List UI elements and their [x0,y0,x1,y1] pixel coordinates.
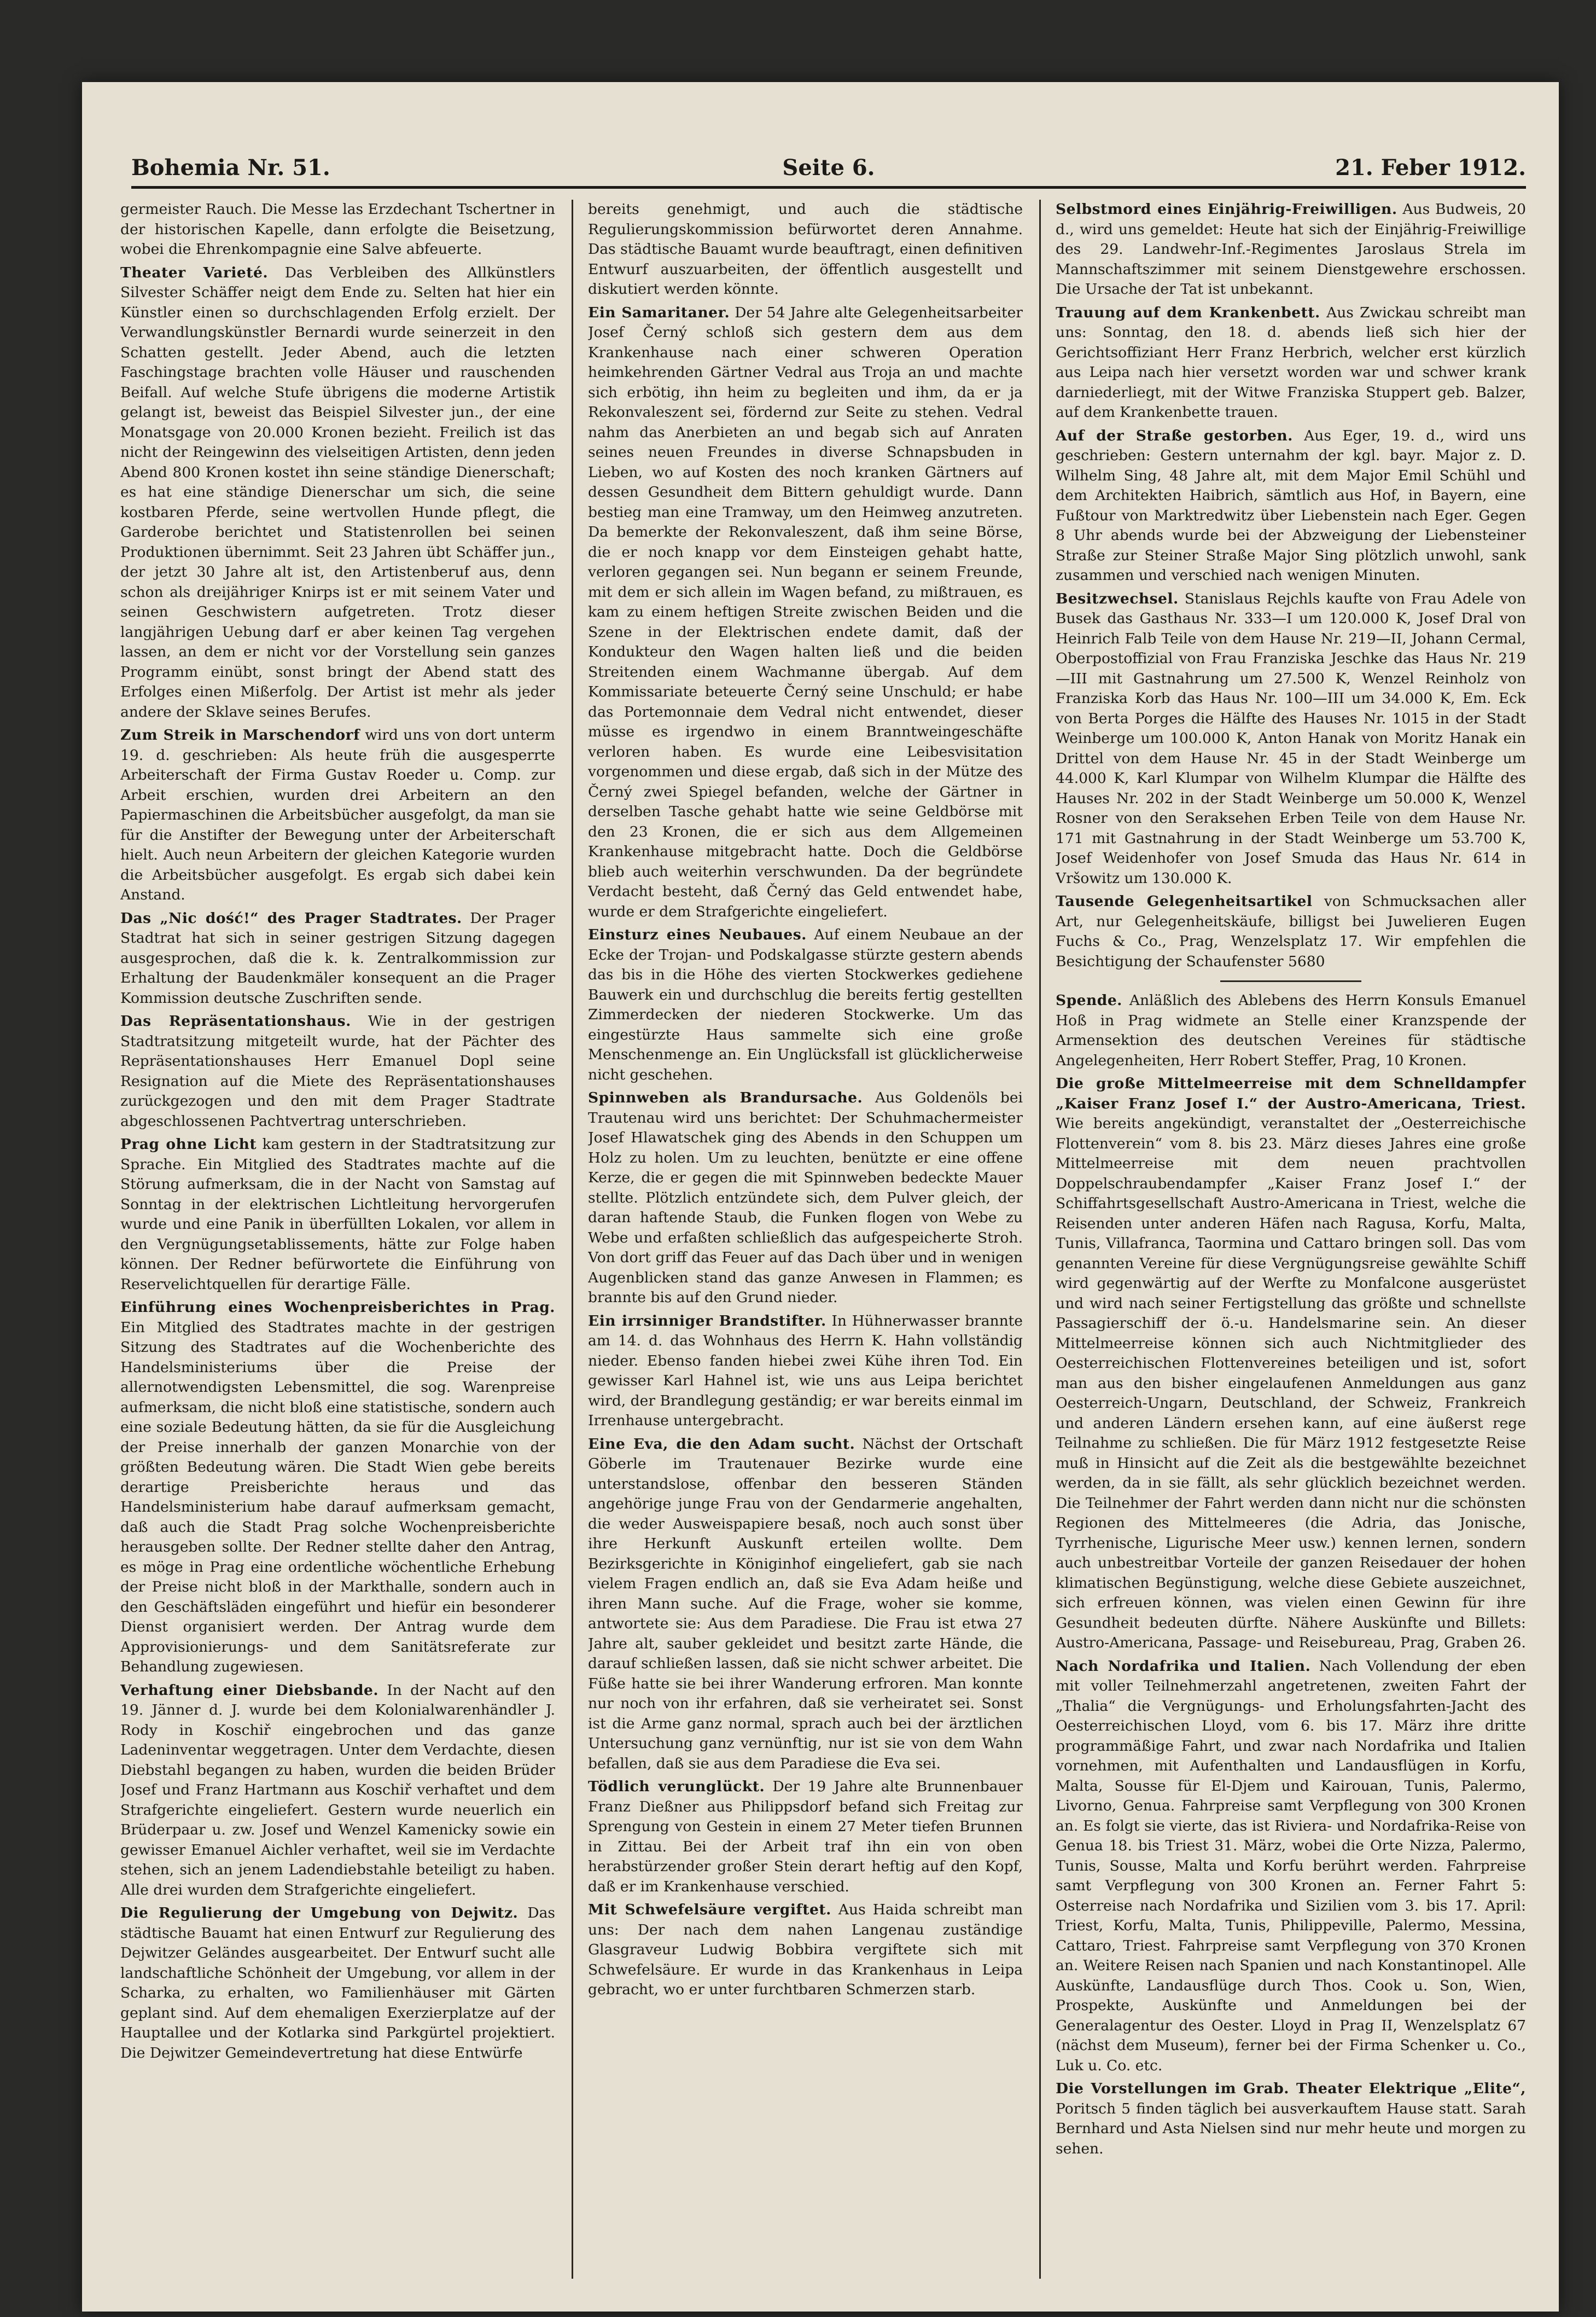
article-paragraph [120,1681,555,1901]
article-body: Das Verbleiben des Allkünstlers Silvester Schäffer neigt dem Ende zu. Selten hat hier ein Künstler einen so durchschlagenden Erfolg erzielt. Der Verwandlungskünstler Bernardi wurde seinerzeit in den Schatten gestellt. Jeder Abend, auch die letzten Faschingstage brachten volle Häuser und rauschenden Beifall. Auf welche Stufe übrigens die moderne Artistik gelangt ist, beweist das Beispiel Silvester jun., der eine Monatsgage von 20.000 Kronen bezieht. Freilich ist das nicht der Reingewinn des vielseitigen Artisten, denn jeden Abend 800 Kronen kostet ihn seine ständige Dienerschaft; es hat eine ständige Dienerschar um sich, die seine kostbaren Pferde, seine wertvollen Hunde pflegt, die Garderobe berichtet und Statistenrollen bei seinen Produktionen übernimmt. Seit 23 Jahren übt Schäffer jun., der jetzt 30 Jahre alt ist, den Artistenberuf aus, denn schon als dreijähriger Knirps ist er mit seinem Vater und seinen Geschwistern aufgetreten. Trotz dieser langjährigen Uebung darf er aber keinen Tag vergehen lassen, an dem er nicht vor der Vorstellung sein ganzes Programm einübt, sonst bringt der Abend statt des Erfolges einen Mißerfolg. Der Artist ist mehr als jeder andere der Sklave seines Berufes. [120,264,555,721]
article-paragraph [120,1135,555,1294]
article-headline: Einsturz eines Neubaues. [588,926,807,943]
article-paragraph [1056,1657,1526,2076]
article-headline: Prag ohne Licht [120,1136,257,1153]
article-headline: Theater Varieté. [120,264,269,281]
article-paragraph [120,1903,555,2063]
article-headline: Selbstmord eines Einjährig-Freiwilligen. [1056,201,1397,218]
article-body: kam gestern in der Stadtratsitzung zur Sprache. Ein Mitglied des Stadtrates machte auf die Störung aufmerksam, die in der Nacht von Samstag auf Sonntag in der elektrischen Lichtleitung hervorgerufen wurde und eine Panik in überfüllten Lokalen, vor allem in den Vergnügungsetablissements, hätte zur Folge haben können. Der Redner befürwortete die Einführung von Reservelichtquellen für derartige Fälle. [120,1136,555,1293]
article-headline: Nach Nordafrika und Italien. [1056,1657,1311,1675]
article-body: von Schmucksachen aller Art, nur Gelegenheitskäufe, billigst bei Juwelieren Eugen Fuchs & Co., Prag, Wenzelsplatz 17. Wir empfehlen die Besichtigung der Schaufenster 5680 [1056,893,1526,970]
article-paragraph [120,909,555,1009]
article-body: germeister Rauch. Die Messe las Erzdechant Tschertner in der historischen Kapelle, dann erfolgte die Beisetzung, wobei die Ehrenkompagnie eine Salve abfeuerte. [120,201,555,258]
article-body: Stanislaus Rejchls kaufte von Frau Adele von Busek das Gasthaus Nr. 333—I um 120.000 K, Josef Dral von Heinrich Falb Teile von dem Hause Nr. 219—II, Johann Cermal, Oberpostoffizial von Frau Franziska Jeschke das Haus Nr. 219—III mit Gastnahrung um 27.500 K, Wenzel Reinholz von Franziska Korb das Haus Nr. 100—III um 34.000 K, Em. Eck von Berta Porges die Hälfte des Hauses Nr. 1015 in der Stadt Weinberge um 100.000 K, Anton Hanak von Moritz Hanak ein Drittel von dem Hause Nr. 45 in der Stadt Weinberge um 44.000 K, Karl Klumpar von Wilhelm Klumpar die Hälfte des Hauses Nr. 202 in der Stadt Weinberge um 50.000 K, Wenzel Rosner von den Seraksehen Erben Teile von dem Hause Nr. 171 mit Gastnahrung in der Stadt Weinberge um 53.700 K, Josef Weidenhofer von Josef Smuda das Haus Nr. 614 in Vršowitz um 130.000 K. [1056,590,1526,887]
article-body: Wie in der gestrigen Stadtratsitzung mitgeteilt wurde, hat der Pächter des Repräsentationshauses Herr Emanuel Dopl seine Resignation auf die Miete des Repräsentationshauses zurückgezogen und den mit dem Prager Stadtrate abgeschlossenen Pachtvertrag unterschrieben. [120,1013,555,1130]
article-headline: Auf der Straße gestorben. [1056,427,1293,444]
article-body: Auf einem Neubaue an der Ecke der Trojan- und Podskalgasse stürzte gestern abends das bis in die Höhe des vierten Stockwerkes gediehene Bauwerk ein und durchschlug die bereits fertig gestellten Zimmerdecken der niederen Stockwerke. Um das eingestürzte Haus sammelte sich eine große Menschenmenge an. Ein Unglücksfall ist glücklicherweise nicht geschehen. [588,926,1023,1083]
article-body: bereits genehmigt, und auch die städtische Regulierungskommission befürwortet deren Annahme. Das städtische Bauamt wurde beauftragt, einen definitiven Entwurf auszuarbeiten, der öffentlich ausgestellt und diskutiert werden könnte. [588,201,1023,298]
article-paragraph [588,1777,1023,1897]
article-headline: Tödlich verunglückt. [588,1778,765,1795]
article-body: Der Prager Stadtrat hat sich in seiner gestrigen Sitzung dagegen ausgesprochen, daß die k. k. Zentralkommission zur Erhaltung der Baudenkmäler konsequent an die Prager Kommission deutsche Zuschriften sende. [120,909,555,1007]
article-paragraph [588,1435,1023,1774]
article-headline: Einführung eines Wochenpreisberichtes in Prag. [120,1299,555,1316]
article-paragraph [588,1311,1023,1431]
article-body: Aus Goldenöls bei Trautenau wird uns berichtet: Der Schuhmachermeister Josef Hlawatschek ging des Abends in den Schuppen um Holz zu holen. Um zu leuchten, benützte er eine offene Kerze, die er gegen die mit Spinnweben bedeckte Mauer stellte. Plötzlich entzündete sich, dem Pulver gleich, der daran haftende Staub, die Funken flogen von Webe zu Webe und erfaßten schließlich das aufgespeicherte Stroh. Von dort griff das Feuer auf das Dach über und in wenigen Augenblicken stand das ganze Anwesen in Flammen; es brannte bis auf den Grund nieder. [588,1089,1023,1306]
article-headline: Das „Nic dość!“ des Prager Stadtrates. [120,909,462,927]
column-middle [588,200,1023,2279]
article-paragraph [120,725,555,905]
article-paragraph [1056,892,1526,972]
article-headline: Eine Eva, die den Adam sucht. [588,1435,855,1453]
article-body: Nach Vollendung der eben mit voller Teilnehmerzahl angetretenen, zweiten Fahrt der „Thalia“ die Vergnügungs- und Erholungsfahrten-Jacht des Oesterreichischen Lloyd, vom 6. bis 17. März ihre dritte programmäßige Fahrt, und zwar nach Nordafrika und Italien vornehmen, mit Aufenthalten und Landausflügen in Korfu, Malta, Sousse für El-Djem und Kairouan, Tunis, Palermo, Livorno, Genua. Fahrpreise samt Verpflegung von 300 Kronen an. Es folgt sie vierte, das ist Riviera- und Nordafrika-Reise von Genua 18. bis Triest 31. März, wobei die Orte Nizza, Palermo, Tunis, Sousse, Malta und Korfu berührt werden. Fahrpreise samt Verpflegung von 300 Kronen an. Ferner Fahrt 5: Osterreise nach Nordafrika und Sizilien vom 3. bis 17. April: Triest, Korfu, Malta, Tunis, Philippeville, Palermo, Messina, Cattaro, Triest. Fahrpreise samt Verpflegung von 370 Kronen an. Weitere Reisen nach Spanien und nach Konstantinopel. Alle Auskünfte, Landausflüge durch Thos. Cook u. Son, Wien, Prospekte, Auskünfte und Anmeldungen bei der Generalagentur des Oester. Lloyd in Prag II, Wenzelsplatz 67 (nächst dem Museum), ferner bei der Firma Schenker u. Co., Luk u. Co. etc. [1056,1657,1526,2074]
article-headline: Trauung auf dem Krankenbett. [1056,304,1320,321]
article-body: Anläßlich des Ablebens des Herrn Konsuls Emanuel Hoß in Prag widmete an Stelle einer Kranzspende der Armensektion des deutschen Vereines für städtische Angelegenheiten, Herr Robert Steffer, Prag, 10 Kronen. [1056,992,1526,1069]
column-right [1056,200,1526,2279]
article-body: Wie bereits angekündigt, veranstaltet der „Oesterreichische Flottenverein“ vom 8. bis 23. März dieses Jahres eine große Mittelmeerreise mit dem neuen prachtvollen Doppelschraubendampfer „Kaiser Franz Josef I.“ der Schiffahrtsgesellschaft Austro-Americana in Triest, welche die Reisenden unter anderen Häfen nach Ragusa, Korfu, Malta, Tunis, Villafranca, Taormina und Cattaro bringen soll. Das vom genannten Vereine für diese Vergnügungsreise gewählte Schiff wird gegenwärtig auf der Werfte zu Monfalcone ausgerüstet und wird nach seiner Fertigstellung das größte und schnellste Passagierschiff der ö.-u. Handelsmarine sein. An dieser Mittelmeerreise können sich auch Nichtmitglieder des Oesterreichischen Flottenvereines beteiligen und ist, sofort man aus den bisher eingelaufenen Anmeldungen aus ganz Oesterreich-Ungarn, Deutschland, der Schweiz, Frankreich und anderen Ländern ersehen kann, auf eine äußerst rege Teilnahme zu schließen. Die für März 1912 festgesetzte Reise muß in Hinsicht auf die Zeit als die bestgewählte bezeichnet werden, da in sie fällt, als sehr glücklich bezeichnet werden. Die Teilnehmer der Fahrt werden dann nicht nur die schönsten Regionen des Mittelmeeres (die Adria, das Jonische, Tyrrhenische, Ligurische Meer usw.) kennen lernen, sondern auch unbestreitbar Vorteile der ganzen Reisedauer der hohen klimatischen Begünstigung, welche diese Gebiete auszeichnet, sich erfreuen können, was vielen einen Gewinn für ihre Gesundheit bedeuten dürfte. Nähere Auskünfte und Billets: Austro-Americana, Passage- und Reisebureau, Prag, Graben 26. [1056,1115,1526,1651]
article-headline: Tausende Gelegenheitsartikel [1056,893,1313,910]
article-body: Aus Eger, 19. d., wird uns geschrieben: Gestern unternahm der kgl. bayr. Major z. D. Wilhelm Sing, 48 Jahre alt, mit dem Major Emil Schühl und dem Architekten Haibrich, sämtlich aus Hof, in Bayern, eine Fußtour von Marktredwitz über Liebenstein nach Eger. Gegen 8 Uhr abends wurde bei der Abzweigung der Liebensteiner Straße zur Steiner Straße Major Sing plötzlich unwohl, sank zusammen und verschied nach wenigen Minuten. [1056,427,1526,584]
column-divider [1039,200,1041,2279]
section-separator [1220,980,1361,982]
header-paper-title: Bohemia Nr. 51. [131,155,330,181]
article-paragraph [1056,1074,1526,1653]
article-body: In der Nacht auf den 19. Jänner d. J. wurde bei dem Kolonialwarenhändler J. Rody in Koschiř eingebrochen und das ganze Ladeninventar weggetragen. Unter dem Verdachte, diesen Diebstahl begangen zu haben, wurden die beiden Brüder Josef und Franz Hartmann aus Koschiř verhaftet und dem Strafgerichte eingeliefert. Gestern wurde neuerlich ein Brüderpaar u. zw. Josef und Wenzel Kamenicky sowie ein gewisser Emanuel Aichler verhaftet, weil sie im Verdachte stehen, sich an jenem Ladendiebstahle beteiligt zu haben. Alle drei wurden dem Strafgerichte eingeliefert. [120,1681,555,1898]
article-body: Aus Budweis, 20 d., wird uns gemeldet: Heute hat sich der Einjährig-Freiwillige des 29. Landwehr-Inf.-Regimentes Jaroslaus Strela im Mannschaftszimmer mit seinem Dienstgewehre erschossen. Die Ursache der Tat ist unbekannt. [1056,201,1526,298]
article-paragraph [588,303,1023,922]
article-paragraph [1056,303,1526,423]
article-body: Poritsch 5 finden täglich bei ausverkauftem Hause statt. Sarah Bernhard und Asta Nielsen sind nur mehr heute und morgen zu sehen. [1056,2100,1526,2157]
article-body: Der 54 Jahre alte Gelegenheitsarbeiter Josef Černý schloß sich gestern dem aus dem Krankenhause nach einer schweren Operation heimkehrenden Gärtner Vedral aus Troja an und machte sich erbötig, ihn heim zu begleiten und ihm, da er ja Rekonvaleszent sei, fördernd zur Seite zu stehen. Vedral nahm das Anerbieten an und begab sich auf Anraten seines neuen Freundes in diverse Schnapsbuden in Lieben, wo auf Kosten des noch kranken Gärtners auf dessen Gesundheit dem Bittern gehuldigt wurde. Dann bestieg man eine Tramway, um den Heimweg anzutreten. Da bemerkte der Rekonvaleszent, daß ihm seine Börse, die er noch knapp vor dem Einsteigen gehabt hatte, verloren gegangen sei. Nun begann er seinem Freunde, mit dem er sich allein im Wagen befand, zu mißtrauen, es kam zu einem heftigen Streite zwischen Beiden und die Szene in der Elektrischen endete damit, daß der Kondukteur den Wagen halten ließ und die beiden Streitenden einem Wachmanne übergab. Auf dem Kommissariate beteuerte Černý seine Unschuld; er habe das Portemonnaie dem Vedral nicht entwendet, dieser müsse es irgendwo in einem Branntweingeschäfte verloren haben. Es wurde eine Leibesvisitation vorgenommen und diese ergab, daß sich in der Mütze des Černý zwei Spiegel befanden, welche der Gärtner in derselben Tasche gehabt hatte wie seine Geldbörse mit den 23 Kronen, die er sich aus dem Allgemeinen Krankenhause mitgebracht hatte. Doch die Geldbörse blieb auch weiterhin verschwunden. Da der begründete Verdacht besteht, daß Černý das Geld entwendet habe, wurde er dem Strafgerichte eingeliefert. [588,304,1023,920]
article-headline: Verhaftung einer Diebsbande. [120,1681,379,1699]
article-paragraph [1056,991,1526,1071]
article-headline: Die große Mittelmeerreise mit dem Schnelldampfer „Kaiser Franz Josef I.“ der Austro-Americana, Triest. [1056,1075,1526,1112]
article-paragraph [120,1012,555,1131]
article-body: In Hühnerwasser brannte am 14. d. das Wohnhaus des Herrn K. Hahn vollständig nieder. Ebenso fanden hiebei zwei Kühe ihren Tod. Ein gewisser Karl Hahnel ist, wie uns aus Leipa berichtet wird, der Brandlegung geständig; er war bereits einmal im Irrenhause untergebracht. [588,1312,1023,1429]
article-headline: Die Vorstellungen im Grab. Theater Elektrique „Elite“, [1056,2080,1526,2097]
article-headline: Spinnweben als Brandursache. [588,1089,863,1106]
article-headline: Ein Samaritaner. [588,304,730,321]
column-left [120,200,555,2279]
article-paragraph [588,1900,1023,2000]
article-body: Ein Mitglied des Stadtrates machte in der gestrigen Sitzung des Stadtrates auf die Wochenberichte des Handelsministeriums über die Preise der allernotwendigsten Lebensmittel, die sog. Warenpreise aufmerksam, die nicht bloß eine statistische, sondern auch eine soziale Bedeutung hätten, da sie für die Ausgleichung der Preise innerhalb der ganzen Monarchie von der größten Bedeutung wären. Die Stadt Wien gebe bereits derartige Preisberichte heraus und das Handelsministerium habe darauf aufmerksam gemacht, daß auch die Stadt Prag solche Wochenpreisberichte herausgeben sollte. Der Redner stellte daher den Antrag, es möge in Prag eine ordentliche wöchentliche Erhebung der Preise nicht bloß in der Markthalle, sondern auch in den Geschäftsläden eingeführt und hiefür ein besonderer Dienst organisiert werden. Der Antrag wurde dem Approvisionierungs- und dem Sanitätsreferate zur Behandlung zugewiesen. [120,1319,555,1675]
article-paragraph [588,925,1023,1085]
article-body: Aus Zwickau schreibt man uns: Sonntag, den 18. d. abends ließ sich hier der Gerichtsoffiziant Herr Franz Herbrich, welcher erst kürzlich aus Leipa nach hier versetzt worden war und schwer krank darniederliegt, mit der Witwe Franziska Stuppert geb. Balzer, auf dem Krankenbette trauen. [1056,304,1526,421]
header-date: 21. Feber 1912. [1335,155,1526,181]
article-body: Das städtische Bauamt hat einen Entwurf zur Regulierung des Dejwitzer Geländes ausgearbeitet. Der Entwurf sucht alle landschaftliche Schönheit der Umgebung, vor allem in der Scharka, zu erhalten, wo Familienhäuser mit Gärten geplant sind. Auf dem ehemaligen Exerzierplatze auf der Hauptallee und der Kotlarka sind Parkgürtel projektiert. Die Dejwitzer Gemeindevertretung hat diese Entwürfe [120,1904,555,2062]
article-paragraph [1056,2079,1526,2159]
article-paragraph [1056,589,1526,889]
article-headline: Die Regulierung der Umgebung von Dejwitz. [120,1904,519,1921]
article-headline: Das Repräsentationshaus. [120,1013,351,1030]
column-divider [572,200,573,2279]
article-paragraph [1056,200,1526,300]
article-paragraph [588,200,1023,300]
article-headline: Mit Schwefelsäure vergiftet. [588,1901,831,1918]
article-body: Nächst der Ortschaft Göberle im Trautenauer Bezirke wurde eine unterstandslose, offenbar den besseren Ständen angehörige junge Frau von der Gendarmerie angehalten, die weder Ausweispapiere besaß, noch auch sonst über ihre Herkunft Auskunft erteilen wollte. Dem Bezirksgerichte in Königinhof eingeliefert, gab sie nach vielem Fragen endlich an, daß sie Eva Adam heiße und ihren Mann suche. Auf die Frage, woher sie komme, antwortete sie: Aus dem Paradiese. Die Frau ist etwa 27 Jahre alt, sauber gekleidet und besitzt zarte Hände, die darauf schließen lassen, daß sie nicht schwer arbeitet. Die Füße hatte sie bei ihrer Wanderung erfroren. Man konnte nur noch von ihr erfahren, daß sie verheiratet sei. Sonst ist die Arme ganz normal, sprach auch bei der ärztlichen Untersuchung ganz vernünftig, nur ist sie von dem Wahn befallen, daß sie aus dem Paradiese die Eva sei. [588,1435,1023,1772]
article-headline: Besitzwechsel. [1056,590,1179,607]
article-headline: Ein irrsinniger Brandstifter. [588,1312,826,1329]
article-paragraph [588,1088,1023,1308]
article-paragraph [120,200,555,260]
newspaper-page [82,82,1559,2312]
article-body: Aus Haida schreibt man uns: Der nach dem nahen Langenau zuständige Glasgraveur Ludwig Bobbira vergiftete sich mit Schwefelsäure. Er wurde in das Krankenhaus in Leipa gebracht, wo er unter furchtbaren Schmerzen starb. [588,1901,1023,1998]
page-header [131,148,1526,189]
article-headline: Zum Streik in Marschendorf [120,727,360,744]
header-page-number: Seite 6. [782,155,875,181]
article-headline: Spende. [1056,992,1122,1009]
article-body: wird uns von dort unterm 19. d. geschrieben: Als heute früh die ausgesperrte Arbeiterschaft der Firma Gustav Roeder u. Comp. zur Arbeit erschien, wurden drei Arbeitern an den Papiermaschinen die Arbeitsbücher ausgefolgt, da man sie für die Anstifter der Bewegung unter der Arbeiterschaft hielt. Auch neun Arbeitern der gleichen Kategorie wurden die Arbeitsbücher ausgefolgt. Es ergab sich dabei kein Anstand. [120,727,555,903]
article-paragraph [120,263,555,723]
article-paragraph [120,1298,555,1677]
article-body: Der 19 Jahre alte Brunnenbauer Franz Dießner aus Philippsdorf befand sich Freitag zur Sprengung von Gestein in einem 27 Meter tiefen Brunnen in Zittau. Bei der Arbeit traf ihn ein von oben herabstürzender großer Stein derart heftig auf den Kopf, daß er im Krankenhause verschied. [588,1778,1023,1895]
article-paragraph [1056,426,1526,586]
